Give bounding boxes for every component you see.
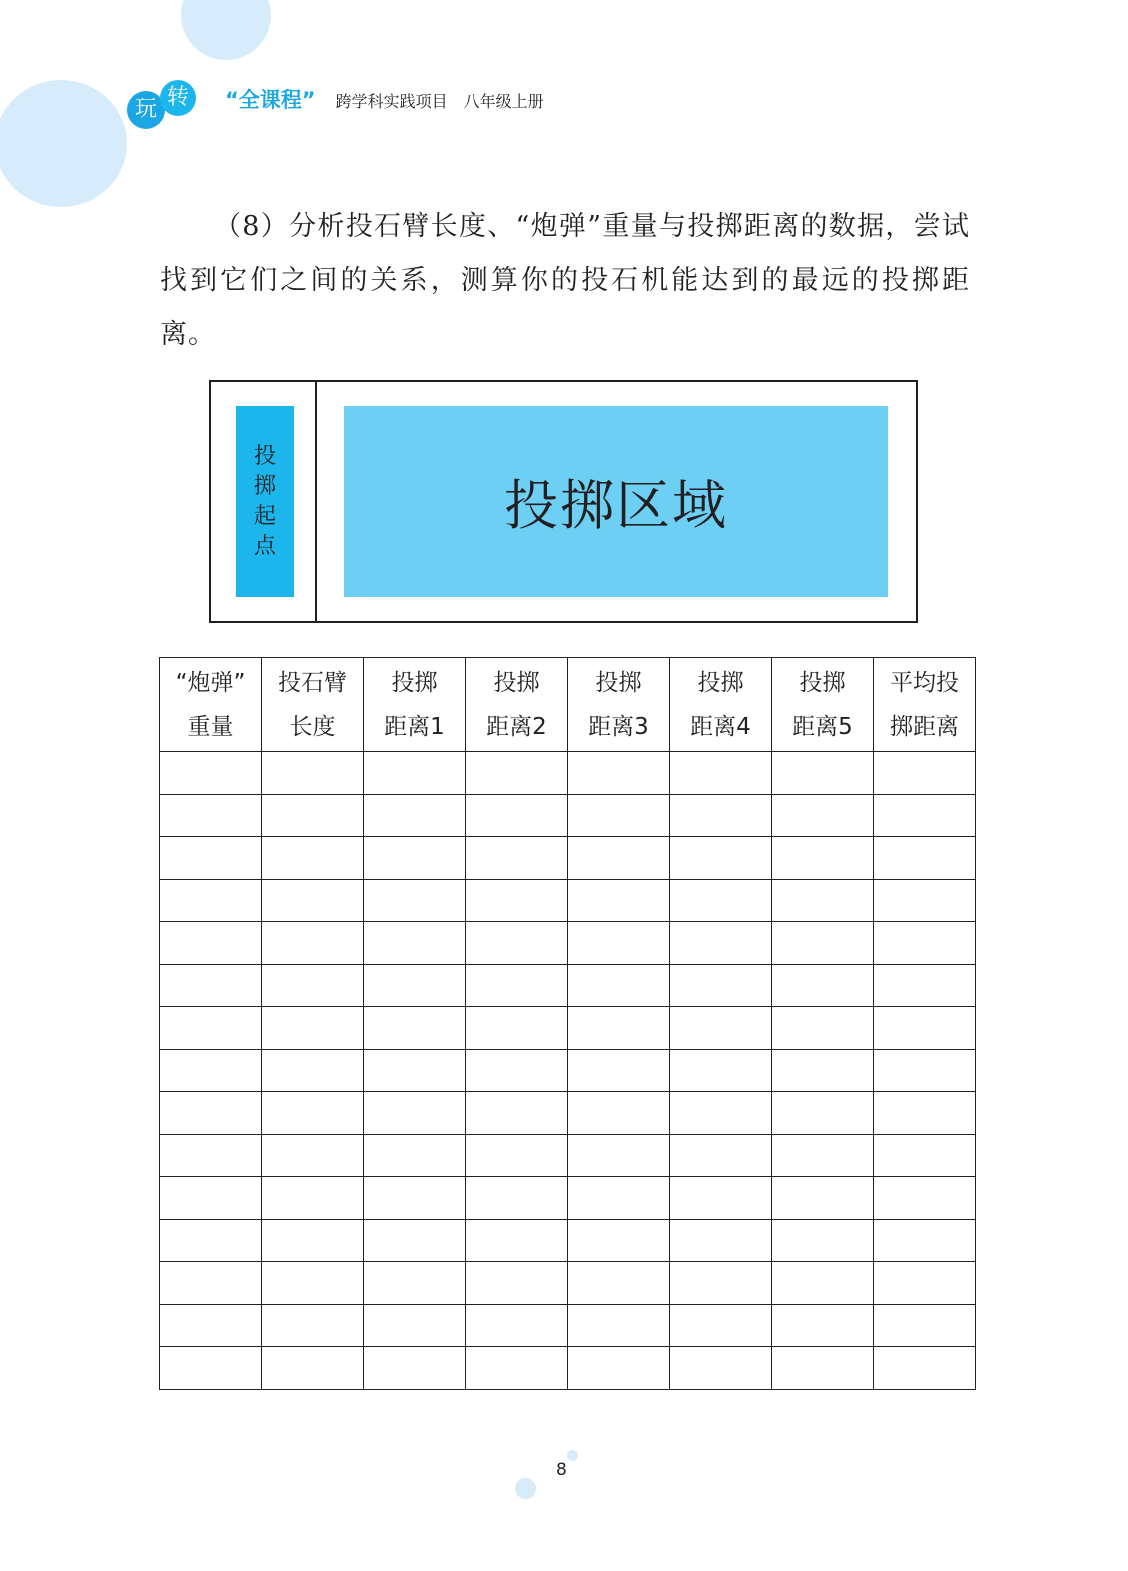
table-cell[interactable]: [160, 1049, 262, 1092]
table-cell[interactable]: [364, 1092, 466, 1135]
table-cell[interactable]: [262, 922, 364, 965]
table-cell[interactable]: [772, 1347, 874, 1390]
start-line: [315, 382, 317, 621]
decor-dot-small: [567, 1450, 578, 1461]
column-header: [874, 658, 976, 752]
table-cell[interactable]: [160, 794, 262, 837]
table-cell[interactable]: [874, 964, 976, 1007]
table-row: [160, 1219, 976, 1262]
throw-start-block: [236, 406, 294, 597]
table-cell[interactable]: [160, 922, 262, 965]
column-header-line: 掷距离: [890, 713, 959, 740]
table-cell[interactable]: [874, 1007, 976, 1050]
table-cell[interactable]: [262, 1347, 364, 1390]
column-header: [670, 658, 772, 752]
table-body: [160, 752, 976, 1390]
column-header-line: 投掷: [799, 669, 846, 696]
table-cell[interactable]: [772, 1049, 874, 1092]
table-cell[interactable]: [874, 1347, 976, 1390]
table-cell[interactable]: [772, 1304, 874, 1347]
table-cell[interactable]: [772, 752, 874, 795]
table-cell[interactable]: [874, 752, 976, 795]
table-cell[interactable]: [568, 1262, 670, 1305]
column-header-line: 投石臂: [278, 669, 347, 696]
start-label-char: 点: [253, 533, 276, 559]
table-cell[interactable]: [262, 837, 364, 880]
throw-zone-label: 投掷区域: [504, 474, 728, 537]
column-header-line: “炮弹”: [175, 669, 246, 696]
table-cell[interactable]: [262, 1134, 364, 1177]
table-row: [160, 964, 976, 1007]
column-header-line: 平均投: [890, 669, 959, 696]
table-cell[interactable]: [772, 1007, 874, 1050]
column-header-line: 距离5: [792, 713, 853, 740]
decor-dot: [515, 1478, 536, 1499]
table-cell[interactable]: [568, 879, 670, 922]
table-cell[interactable]: [262, 1177, 364, 1220]
column-header-line: 距离4: [690, 713, 751, 740]
table-cell[interactable]: [874, 1262, 976, 1305]
table-cell[interactable]: [772, 879, 874, 922]
column-header-line: 长度: [289, 713, 336, 740]
table-cell[interactable]: [772, 1092, 874, 1135]
table-cell[interactable]: [364, 1134, 466, 1177]
decor-circle-large: [0, 80, 127, 207]
table-cell[interactable]: [568, 1219, 670, 1262]
table-cell[interactable]: [670, 1262, 772, 1305]
column-header: [568, 658, 670, 752]
table-cell[interactable]: [568, 1092, 670, 1135]
table-cell[interactable]: [874, 1177, 976, 1220]
table-cell[interactable]: [874, 1304, 976, 1347]
record-table: [159, 657, 976, 1390]
table-cell[interactable]: [262, 794, 364, 837]
table-cell[interactable]: [160, 1177, 262, 1220]
table-cell[interactable]: [568, 837, 670, 880]
table-cell[interactable]: [466, 794, 568, 837]
table-cell[interactable]: [670, 922, 772, 965]
table-cell[interactable]: [160, 1134, 262, 1177]
table-cell[interactable]: [874, 1049, 976, 1092]
table-cell[interactable]: [670, 1092, 772, 1135]
table-cell[interactable]: [262, 1092, 364, 1135]
table-cell[interactable]: [160, 752, 262, 795]
table-cell[interactable]: [568, 964, 670, 1007]
table-cell[interactable]: [874, 837, 976, 880]
table-cell[interactable]: [466, 1304, 568, 1347]
table-row: [160, 1092, 976, 1135]
table-cell[interactable]: [568, 752, 670, 795]
table-cell[interactable]: [466, 1219, 568, 1262]
table-cell[interactable]: [160, 1304, 262, 1347]
table-cell[interactable]: [874, 1134, 976, 1177]
table-cell[interactable]: [772, 922, 874, 965]
column-header: [364, 658, 466, 752]
table-cell[interactable]: [670, 1007, 772, 1050]
table-cell[interactable]: [160, 1219, 262, 1262]
table-cell[interactable]: [364, 879, 466, 922]
series-subtitle: 跨学科实践项目: [335, 92, 448, 111]
page-number: 8: [556, 1460, 567, 1480]
table-cell[interactable]: [772, 1262, 874, 1305]
table-cell[interactable]: [364, 837, 466, 880]
table-cell[interactable]: [670, 1347, 772, 1390]
table-row: [160, 1007, 976, 1050]
table-cell[interactable]: [874, 1092, 976, 1135]
table-row: [160, 837, 976, 880]
table-cell[interactable]: [364, 1049, 466, 1092]
table-cell[interactable]: [466, 1049, 568, 1092]
table-cell[interactable]: [874, 922, 976, 965]
table-cell[interactable]: [262, 1007, 364, 1050]
table-cell[interactable]: [874, 1219, 976, 1262]
table-cell[interactable]: [160, 1092, 262, 1135]
table-cell[interactable]: [466, 1347, 568, 1390]
table-cell[interactable]: [364, 964, 466, 1007]
column-header-line: 投掷: [595, 669, 642, 696]
table-row: [160, 1347, 976, 1390]
table-cell[interactable]: [364, 1347, 466, 1390]
column-header-line: 距离1: [384, 713, 445, 740]
table-cell[interactable]: [670, 964, 772, 1007]
table-cell[interactable]: [670, 752, 772, 795]
column-header-line: 重量: [187, 713, 234, 740]
table-cell[interactable]: [568, 794, 670, 837]
table-cell[interactable]: [466, 752, 568, 795]
table-cell[interactable]: [772, 794, 874, 837]
table-cell[interactable]: [670, 1219, 772, 1262]
table-cell[interactable]: [466, 1262, 568, 1305]
table-cell[interactable]: [364, 752, 466, 795]
column-header-line: 投掷: [493, 669, 540, 696]
table-cell[interactable]: [364, 1262, 466, 1305]
table-cell[interactable]: [568, 1007, 670, 1050]
table-cell[interactable]: [568, 1134, 670, 1177]
table-cell[interactable]: [466, 1177, 568, 1220]
table-row: [160, 1304, 976, 1347]
question-text: （8）分析投石臂长度、“炮弹”重量与投掷距离的数据，尝试找到它们之间的关系，测算你的投石机能达到的最远的投掷距离。: [160, 211, 970, 350]
table-cell[interactable]: [466, 879, 568, 922]
table-cell[interactable]: [772, 1219, 874, 1262]
table-cell[interactable]: [364, 922, 466, 965]
column-header: [160, 658, 262, 752]
table-cell[interactable]: [874, 794, 976, 837]
table-cell[interactable]: [670, 1177, 772, 1220]
table-cell[interactable]: [466, 1007, 568, 1050]
start-label-char: 掷: [253, 473, 276, 499]
table-row: [160, 922, 976, 965]
throwing-diagram: [209, 380, 918, 623]
table-cell[interactable]: [262, 1049, 364, 1092]
table-row: [160, 1134, 976, 1177]
table-cell[interactable]: [262, 1262, 364, 1305]
table-cell[interactable]: [568, 1177, 670, 1220]
table-row: [160, 879, 976, 922]
table-cell[interactable]: [160, 879, 262, 922]
table-cell[interactable]: [670, 794, 772, 837]
table-row: [160, 752, 976, 795]
table-cell[interactable]: [160, 964, 262, 1007]
column-header-line: 投掷: [391, 669, 438, 696]
table-row: [160, 1049, 976, 1092]
decor-circle-top: [181, 0, 271, 60]
table-row: [160, 1262, 976, 1305]
table-cell[interactable]: [364, 1177, 466, 1220]
table-cell[interactable]: [874, 879, 976, 922]
table-cell[interactable]: [772, 1177, 874, 1220]
table-row: [160, 1177, 976, 1220]
column-header-line: 距离3: [588, 713, 649, 740]
table-cell[interactable]: [364, 1304, 466, 1347]
table-cell[interactable]: [772, 837, 874, 880]
table-cell[interactable]: [466, 837, 568, 880]
table-cell[interactable]: [568, 922, 670, 965]
table-cell[interactable]: [670, 1049, 772, 1092]
grade-label: 八年级上册: [463, 92, 544, 111]
table-cell[interactable]: [160, 1007, 262, 1050]
throw-zone-block: [344, 406, 888, 597]
column-header-line: 投掷: [697, 669, 744, 696]
table-cell[interactable]: [262, 964, 364, 1007]
table-cell[interactable]: [568, 1049, 670, 1092]
table-row: [160, 794, 976, 837]
table-cell[interactable]: [160, 837, 262, 880]
start-label-char: 投: [253, 443, 276, 469]
column-header-line: 距离2: [486, 713, 547, 740]
table-cell[interactable]: [670, 1134, 772, 1177]
column-header: [772, 658, 874, 752]
series-brand: “全课程”: [225, 88, 316, 112]
table-cell[interactable]: [772, 1134, 874, 1177]
start-label-char: 起: [253, 503, 276, 529]
table-cell[interactable]: [670, 837, 772, 880]
table-cell[interactable]: [670, 879, 772, 922]
table-header-row: [160, 658, 976, 752]
table-cell[interactable]: [466, 1134, 568, 1177]
running-header: [225, 84, 544, 114]
table-cell[interactable]: [262, 879, 364, 922]
table-cell[interactable]: [262, 1219, 364, 1262]
table-cell[interactable]: [772, 964, 874, 1007]
table-cell[interactable]: [262, 752, 364, 795]
table-cell[interactable]: [466, 1092, 568, 1135]
table-cell[interactable]: [568, 1347, 670, 1390]
logo-char-wan: 玩: [127, 91, 165, 129]
table-cell[interactable]: [364, 1219, 466, 1262]
table-cell[interactable]: [364, 1007, 466, 1050]
table-cell[interactable]: [160, 1347, 262, 1390]
logo-char-zhuan: 转: [160, 80, 196, 116]
table-cell[interactable]: [466, 964, 568, 1007]
column-header: [466, 658, 568, 752]
table-cell[interactable]: [262, 1304, 364, 1347]
table-cell[interactable]: [364, 794, 466, 837]
table-cell[interactable]: [160, 1262, 262, 1305]
table-cell[interactable]: [466, 922, 568, 965]
table-cell[interactable]: [670, 1304, 772, 1347]
table-cell[interactable]: [568, 1304, 670, 1347]
column-header: [262, 658, 364, 752]
